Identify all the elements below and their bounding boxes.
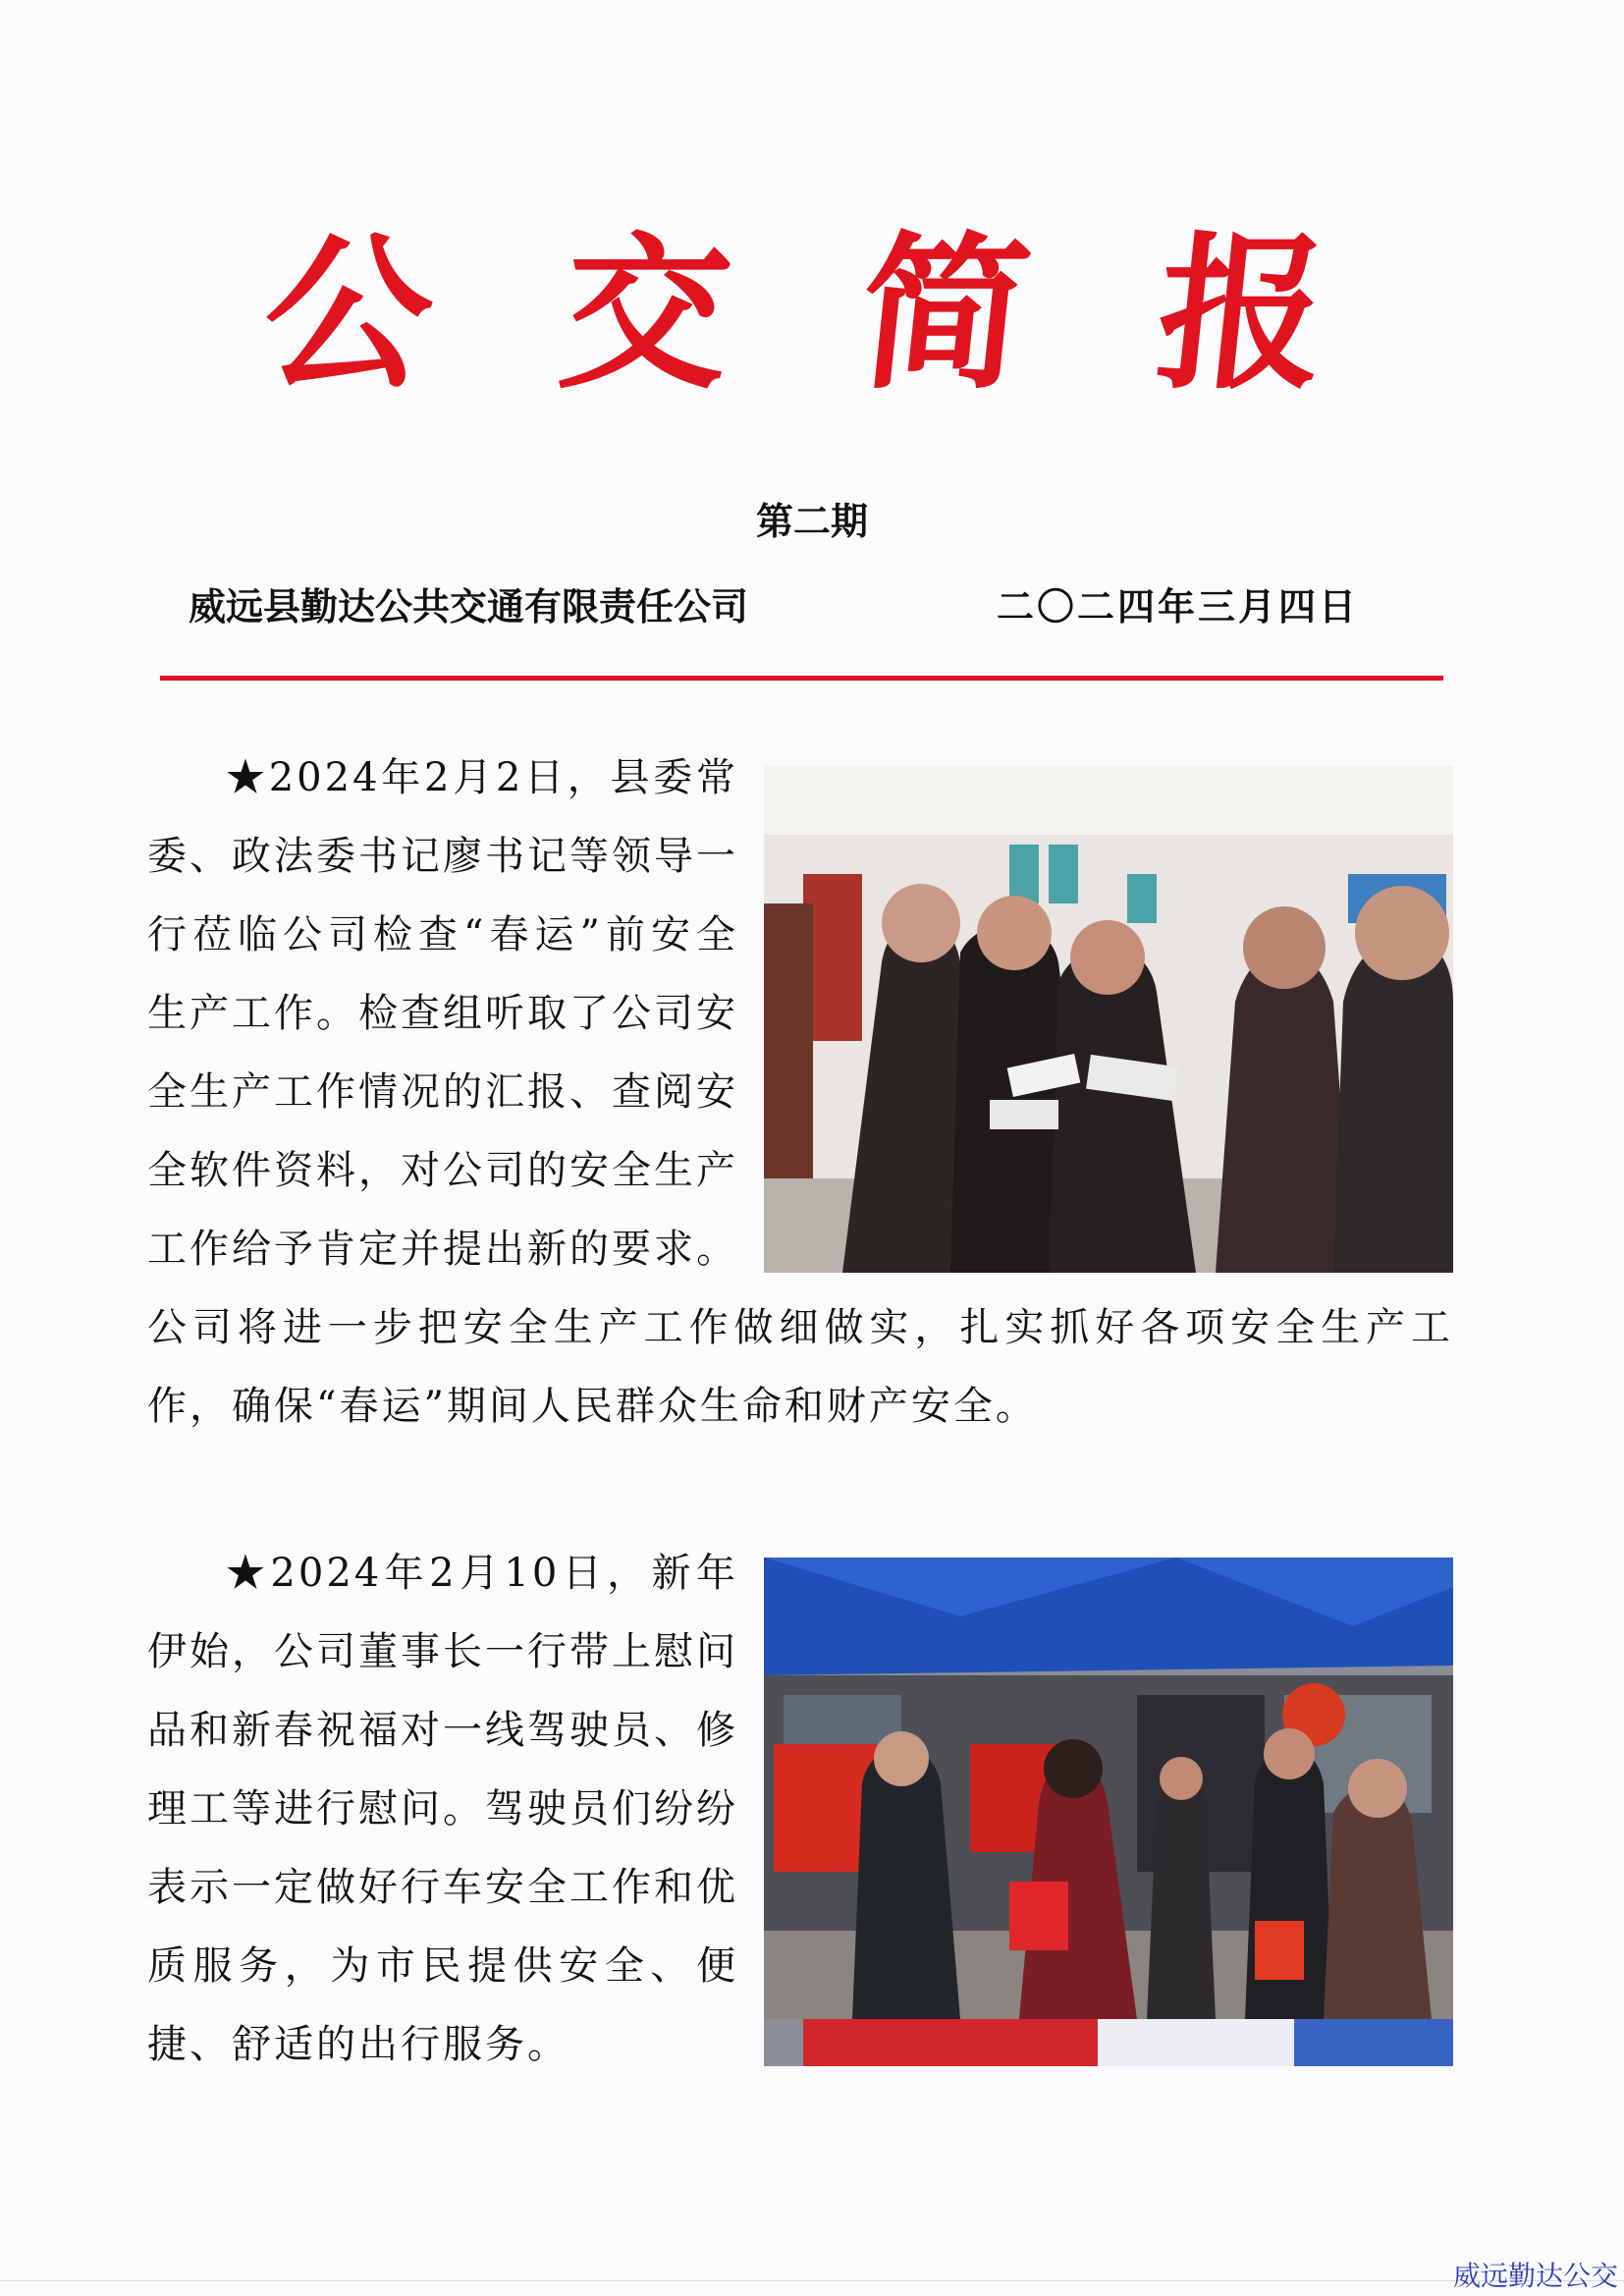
- masthead-char: 报: [1148, 216, 1336, 412]
- masthead-char: 简: [850, 216, 1039, 412]
- masthead-char: 公: [254, 216, 443, 412]
- article-2-text: ★2024年2月10日，新年伊始，公司董事长一行带上慰问品和新春祝福对一线驾驶员、修理工等进行慰问。驾驶员们纷纷表示一定做好行车安全工作和优质服务，为市民提供安全、便捷、舒适的出行服务。: [147, 1551, 738, 2067]
- article-1: [147, 738, 1453, 1446]
- publish-date: 二〇二四年三月四日: [997, 585, 1360, 629]
- visit-photo: [764, 1558, 1453, 2066]
- masthead-title: [254, 206, 1336, 422]
- watermark: 威远勤达公交: [1452, 2260, 1618, 2292]
- article-2: [147, 1534, 1453, 2084]
- red-divider: [160, 676, 1443, 681]
- masthead-char: 交: [552, 216, 740, 412]
- issue-number: 第二期: [755, 500, 868, 543]
- article-1-text: ★2024年2月2日，县委常委、政法委书记廖书记等领导一行莅临公司检查“春运”前安全生产工作。检查组听取了公司安全生产工作情况的汇报、查阅安全软件资料，对公司的安全生产工作给予肯定并提出新的要求。公司将进一步把安全生产工作做细做实，扎实抓好各项安全生产工作，确保“春运”期间人民群众生命和财产安全。: [147, 755, 1453, 1429]
- footer-divider: [0, 2280, 1624, 2281]
- organization-name: 威远县勤达公共交通有限责任公司: [189, 585, 749, 629]
- inspection-photo: [764, 766, 1453, 1273]
